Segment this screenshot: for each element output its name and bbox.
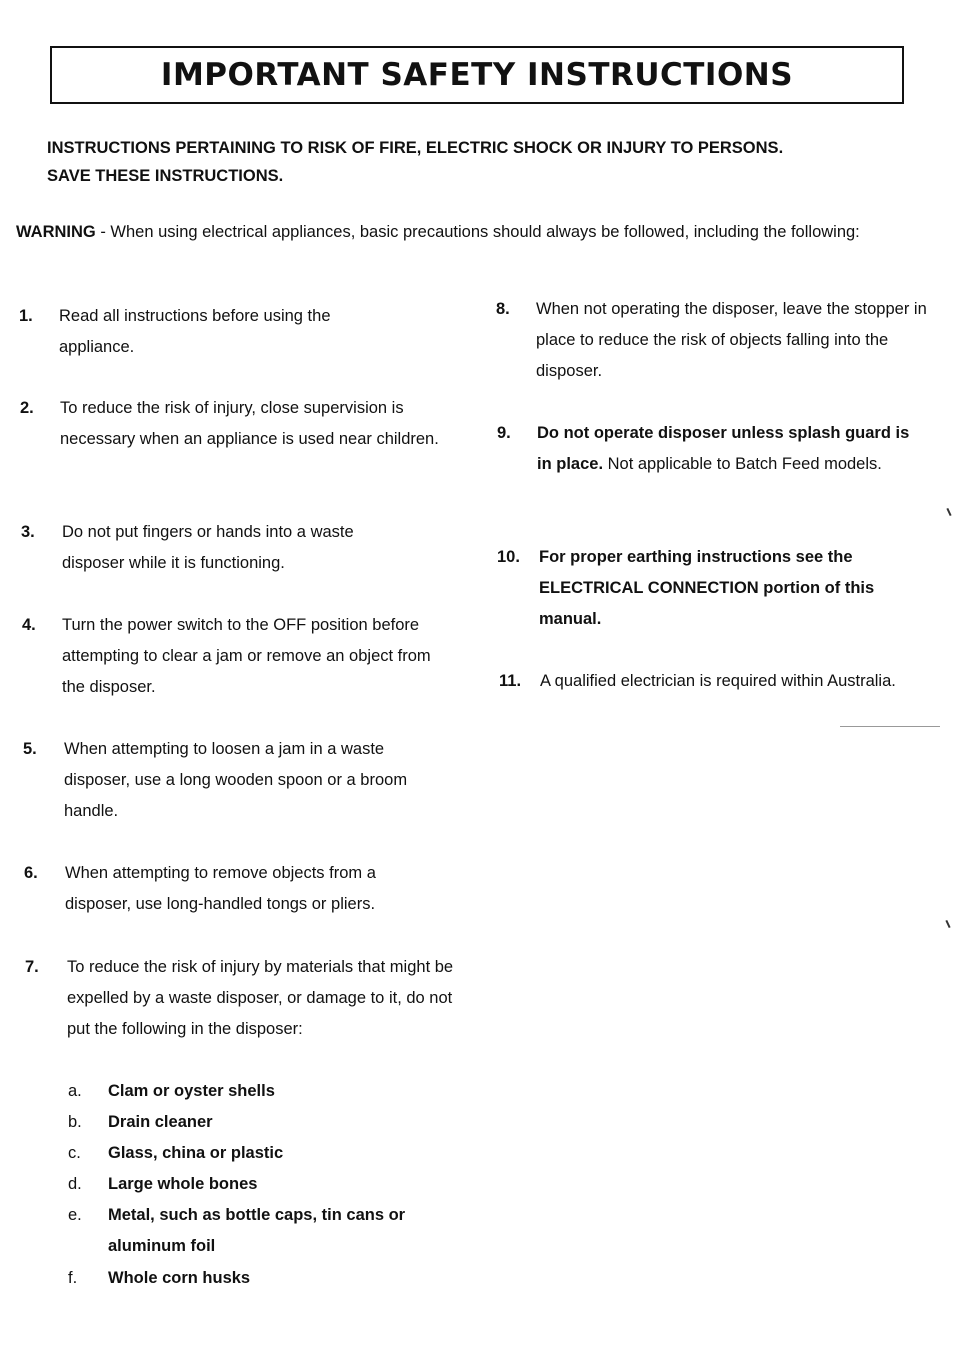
item-number: 2. [20,399,34,417]
sub-item-text: Large whole bones [108,1175,258,1193]
item-number: 11. [499,672,522,690]
sub-item-letter: d. [68,1175,82,1193]
warning-paragraph [16,217,926,248]
scan-mark [840,726,940,727]
item-text: To reduce the risk of injury, close supervision is necessary when an appliance is used near children. [60,399,439,448]
scan-mark [946,508,951,516]
sub-item-text: Glass, china or plastic [108,1144,284,1162]
sub-item-letter: a. [68,1082,82,1100]
sub-item-letter: f. [68,1269,78,1287]
item-text: When attempting to remove objects from a disposer, use long-handled tongs or pliers. [65,864,376,913]
scan-mark [945,920,950,928]
item-number: 6. [24,864,38,882]
subheading [47,134,927,190]
sub-item-letter: b. [68,1113,82,1131]
item-bold-text: Do not operate disposer unless splash guard is in place. [537,424,910,473]
warning-label: WARNING [16,223,96,241]
item-number: 8. [496,300,510,318]
item-number: 5. [23,740,37,758]
item-number: 1. [19,307,33,325]
item-bold-text: For proper earthing instructions see the ELECTRICAL CONNECTION portion of this manual. [539,548,875,628]
subheading-line-2: SAVE THESE INSTRUCTIONS. [47,167,284,185]
warning-text: - When using electrical appliances, basic precautions should always be followed, including the following: [95,223,860,241]
sub-item-letter: e. [68,1206,82,1224]
item-text: To reduce the risk of injury by materials that might be expelled by a waste disposer, or damage to it, do not put the following in the disposer: [67,958,454,1038]
item-text: When attempting to loosen a jam in a waste disposer, use a long wooden spoon or a broom handle. [64,740,408,820]
item-number: 4. [22,616,36,634]
item-text: Do not put fingers or hands into a waste disposer while it is functioning. [62,523,354,572]
item-number: 10. [497,548,520,566]
item-text: Read all instructions before using the appliance. [59,307,331,356]
title-box [50,46,904,104]
page-title: IMPORTANT SAFETY INSTRUCTIONS [160,57,794,93]
item-text: A qualified electrician is required within Australia. [540,672,896,690]
item-number: 9. [497,424,511,442]
sub-item-text: Metal, such as bottle caps, tin cans or aluminum foil [108,1206,406,1255]
item-text: When not operating the disposer, leave the stopper in place to reduce the risk of objects falling into the disposer. [536,300,927,380]
subheading-line-1: INSTRUCTIONS PERTAINING TO RISK OF FIRE, ELECTRIC SHOCK OR INJURY TO PERSONS. [47,139,784,157]
item-text: Not applicable to Batch Feed models. [603,455,882,473]
item-number: 3. [21,523,35,541]
sub-item-text: Clam or oyster shells [108,1082,275,1100]
item-text: Turn the power switch to the OFF position before attempting to clear a jam or remove an object from the disposer. [62,616,431,696]
sub-item-text: Whole corn husks [108,1269,251,1287]
sub-item-letter: c. [68,1144,81,1162]
item-number: 7. [25,958,39,976]
sub-item-text: Drain cleaner [108,1113,213,1131]
